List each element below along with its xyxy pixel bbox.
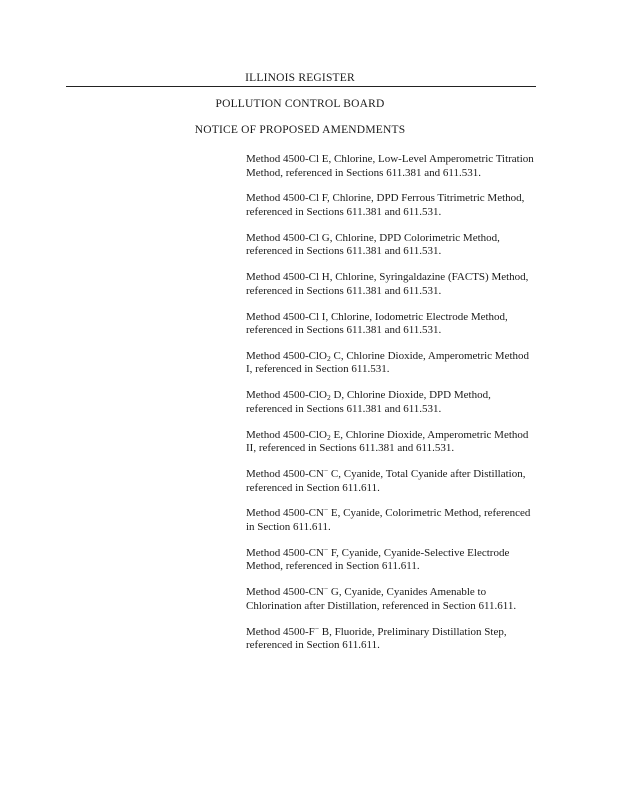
method-entry: Method 4500-CN− C, Cyanide, Total Cyanide after Distillation, referenced in Section 611.611. <box>246 466 526 494</box>
method-entry: Method 4500-Cl G, Chlorine, DPD Colorimetric Method, referenced in Sections 611.381 and 611.531. <box>246 231 500 258</box>
method-list <box>246 153 536 665</box>
board-title: POLLUTION CONTROL BOARD <box>215 98 385 110</box>
method-entry: Method 4500-ClO$_2$ D, Chlorine Dioxide, DPD Method, referenced in Sections 611.381 and 611.531. <box>246 389 491 415</box>
method-entry: Method 4500-CN− F, Cyanide, Cyanide-Selective Electrode Method, referenced in Section 611.611. <box>246 544 510 573</box>
method-entry: Method 4500-Cl F, Chlorine, DPD Ferrous Titrimetric Method, referenced in Sections 611.381 and 611.531. <box>246 192 525 218</box>
method-entry: Method 4500-ClO$_2$ E, Chlorine Dioxide, Amperometric Method II, referenced in Sections 611.381 and 611.531. <box>246 428 529 455</box>
notice-title: NOTICE OF PROPOSED AMENDMENTS <box>194 124 406 136</box>
method-entry: Method 4500-CN− G, Cyanide, Cyanides Amenable to Chlorination after Distillation, referenced in Section 611.611. <box>246 584 517 612</box>
method-entry: Method 4500-CN− E, Cyanide, Colorimetric Method, referenced in Section 611.611. <box>246 505 531 533</box>
register-title: ILLINOIS REGISTER <box>245 72 355 84</box>
method-entry: Method 4500-Cl E, Chlorine, Low-Level Amperometric Titration Method, referenced in Sections 611.381 and 611.531. <box>246 153 534 179</box>
method-entry: Method 4500-Cl H, Chlorine, Syringaldazine (FACTS) Method, referenced in Sections 611.381 and 611.531. <box>246 271 529 297</box>
method-entry: Method 4500-Cl I, Chlorine, Iodometric Electrode Method, referenced in Sections 611.381 and 611.531. <box>246 310 508 337</box>
method-entry: Method 4500-ClO$_2$ C, Chlorine Dioxide, Amperometric Method I, referenced in Section 611.531. <box>246 349 530 376</box>
header-rule <box>66 86 536 87</box>
method-entry: Method 4500-F− B, Fluoride, Preliminary Distillation Step, referenced in Section 611.611. <box>246 623 507 652</box>
